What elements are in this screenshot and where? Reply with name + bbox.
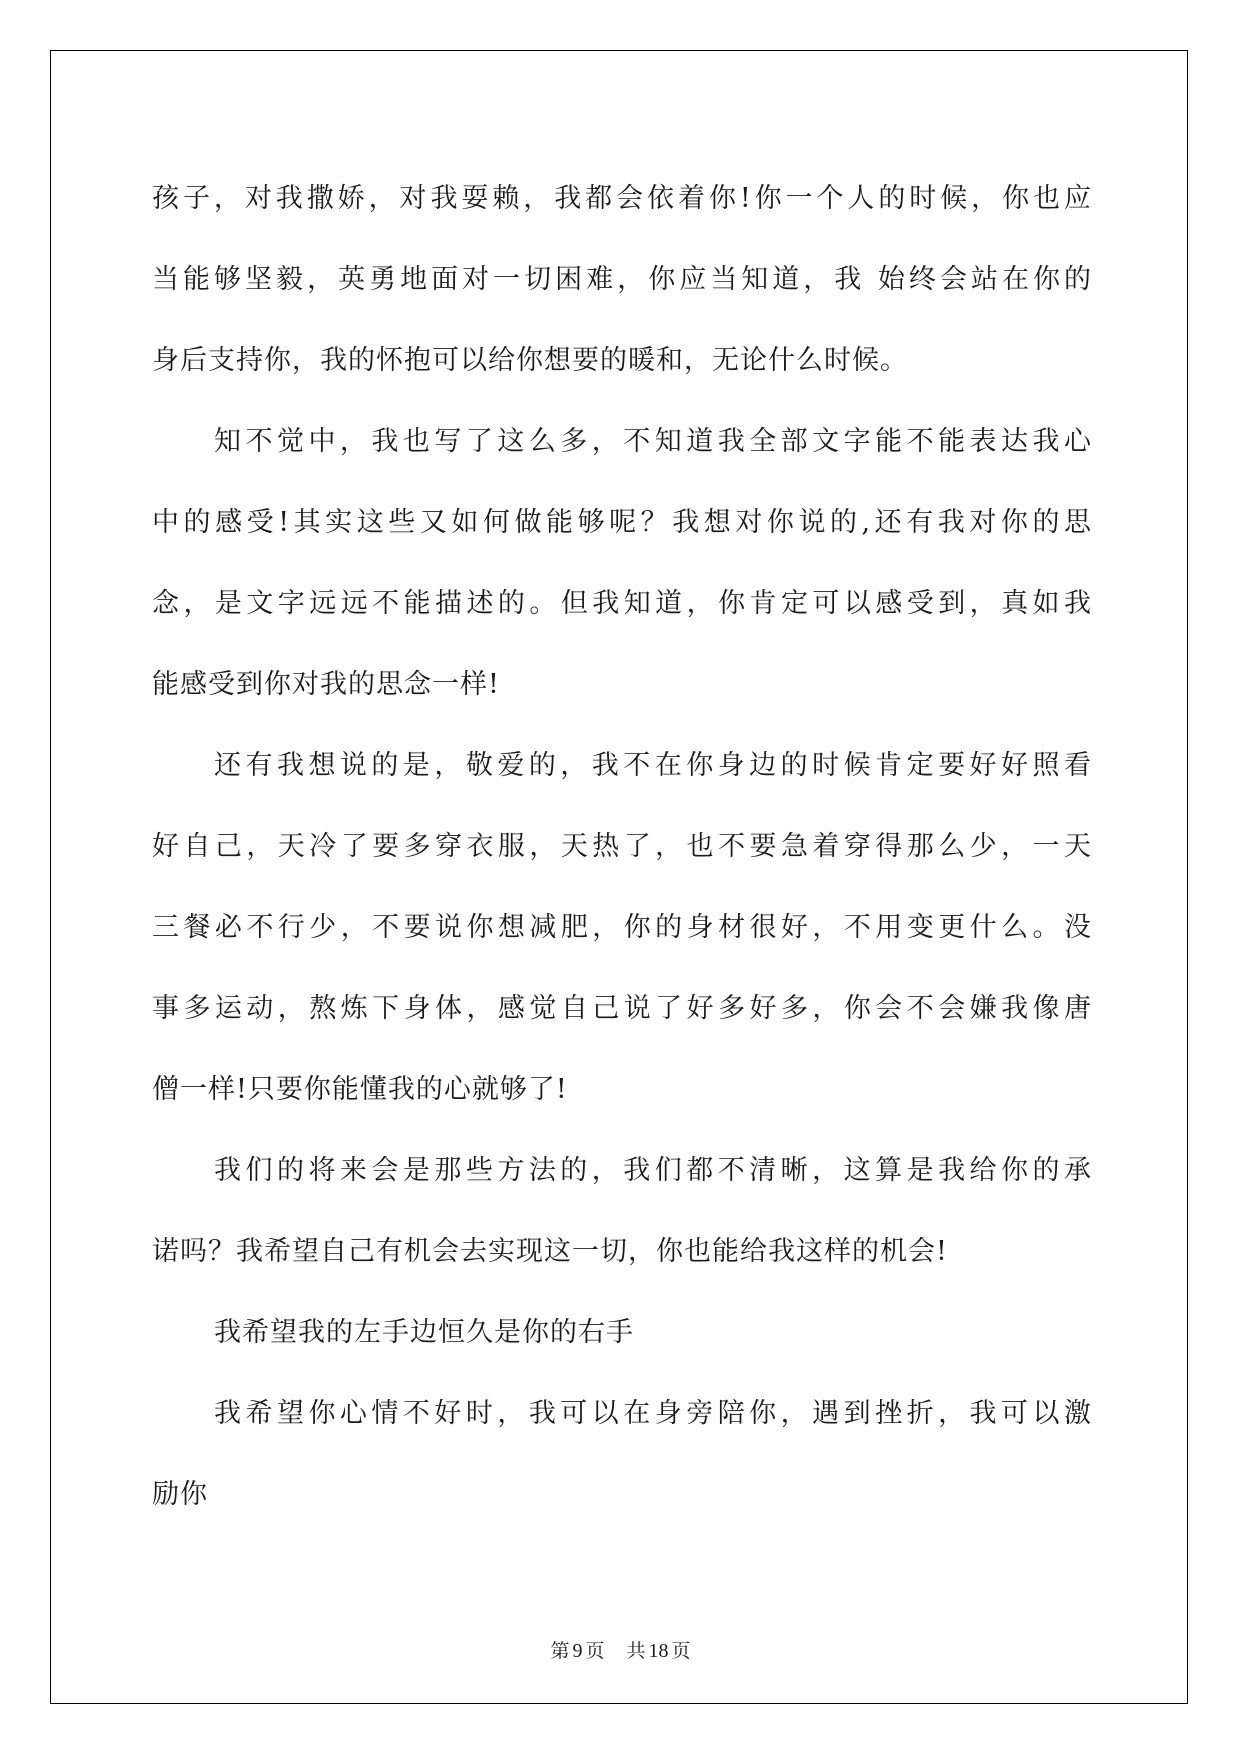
text-line: 我希望我的左手边恒久是你的右手	[214, 1317, 634, 1348]
text-line: 当能够坚毅，英勇地面对一切困难，你应当知道，我 始终会站在你的	[152, 264, 1092, 295]
text-line: 知不觉中，我也写了这么多，不知道我全部文字能不能表达我心	[214, 426, 1092, 457]
text-line: 我希望你心情不好时，我可以在身旁陪你，遇到挫折，我可以激	[214, 1398, 1092, 1429]
text-line: 还有我想说的是，敬爱的，我不在你身边的时候肯定要好好照看	[214, 750, 1092, 781]
document-body	[152, 158, 1092, 1535]
page-suffix: 页	[585, 1640, 605, 1662]
text-line: 中的感受!其实这些又如何做能够呢？我想对你说的,还有我对你的思	[152, 507, 1092, 538]
text-line: 诺吗？我希望自己有机会去实现这一切，你也能给我这样的机会!	[152, 1236, 948, 1267]
text-line: 励你	[152, 1479, 208, 1510]
text-line: 我们的将来会是那些方法的，我们都不清晰，这算是我给你的承	[214, 1155, 1092, 1186]
page-number: 9	[572, 1640, 583, 1662]
text-line: 能感受到你对我的思念一样!	[152, 669, 500, 700]
text-line: 事多运动，熬炼下身体，感觉自己说了好多好多，你会不会嫌我像唐	[152, 993, 1092, 1024]
page-footer	[0, 1636, 1241, 1663]
text-line: 好自己，天冷了要多穿衣服，天热了，也不要急着穿得那么少，一天	[152, 831, 1092, 862]
text-line: 念，是文字远远不能描述的。但我知道，你肯定可以感受到，真如我	[152, 588, 1092, 619]
text-line: 身后支持你，我的怀抱可以给你想要的暖和，无论什么时候。	[152, 345, 908, 376]
total-prefix: 共	[626, 1640, 646, 1662]
text-line: 孩子，对我撒娇，对我耍赖，我都会依着你!你一个人的时候，你也应	[152, 183, 1092, 214]
page-prefix: 第	[550, 1640, 570, 1662]
text-line: 三餐必不行少，不要说你想减肥，你的身材很好，不用变更什么。没	[152, 912, 1092, 943]
total-pages: 18	[648, 1640, 669, 1662]
total-suffix: 页	[671, 1640, 691, 1662]
text-line: 僧一样!只要你能懂我的心就够了!	[152, 1074, 568, 1105]
